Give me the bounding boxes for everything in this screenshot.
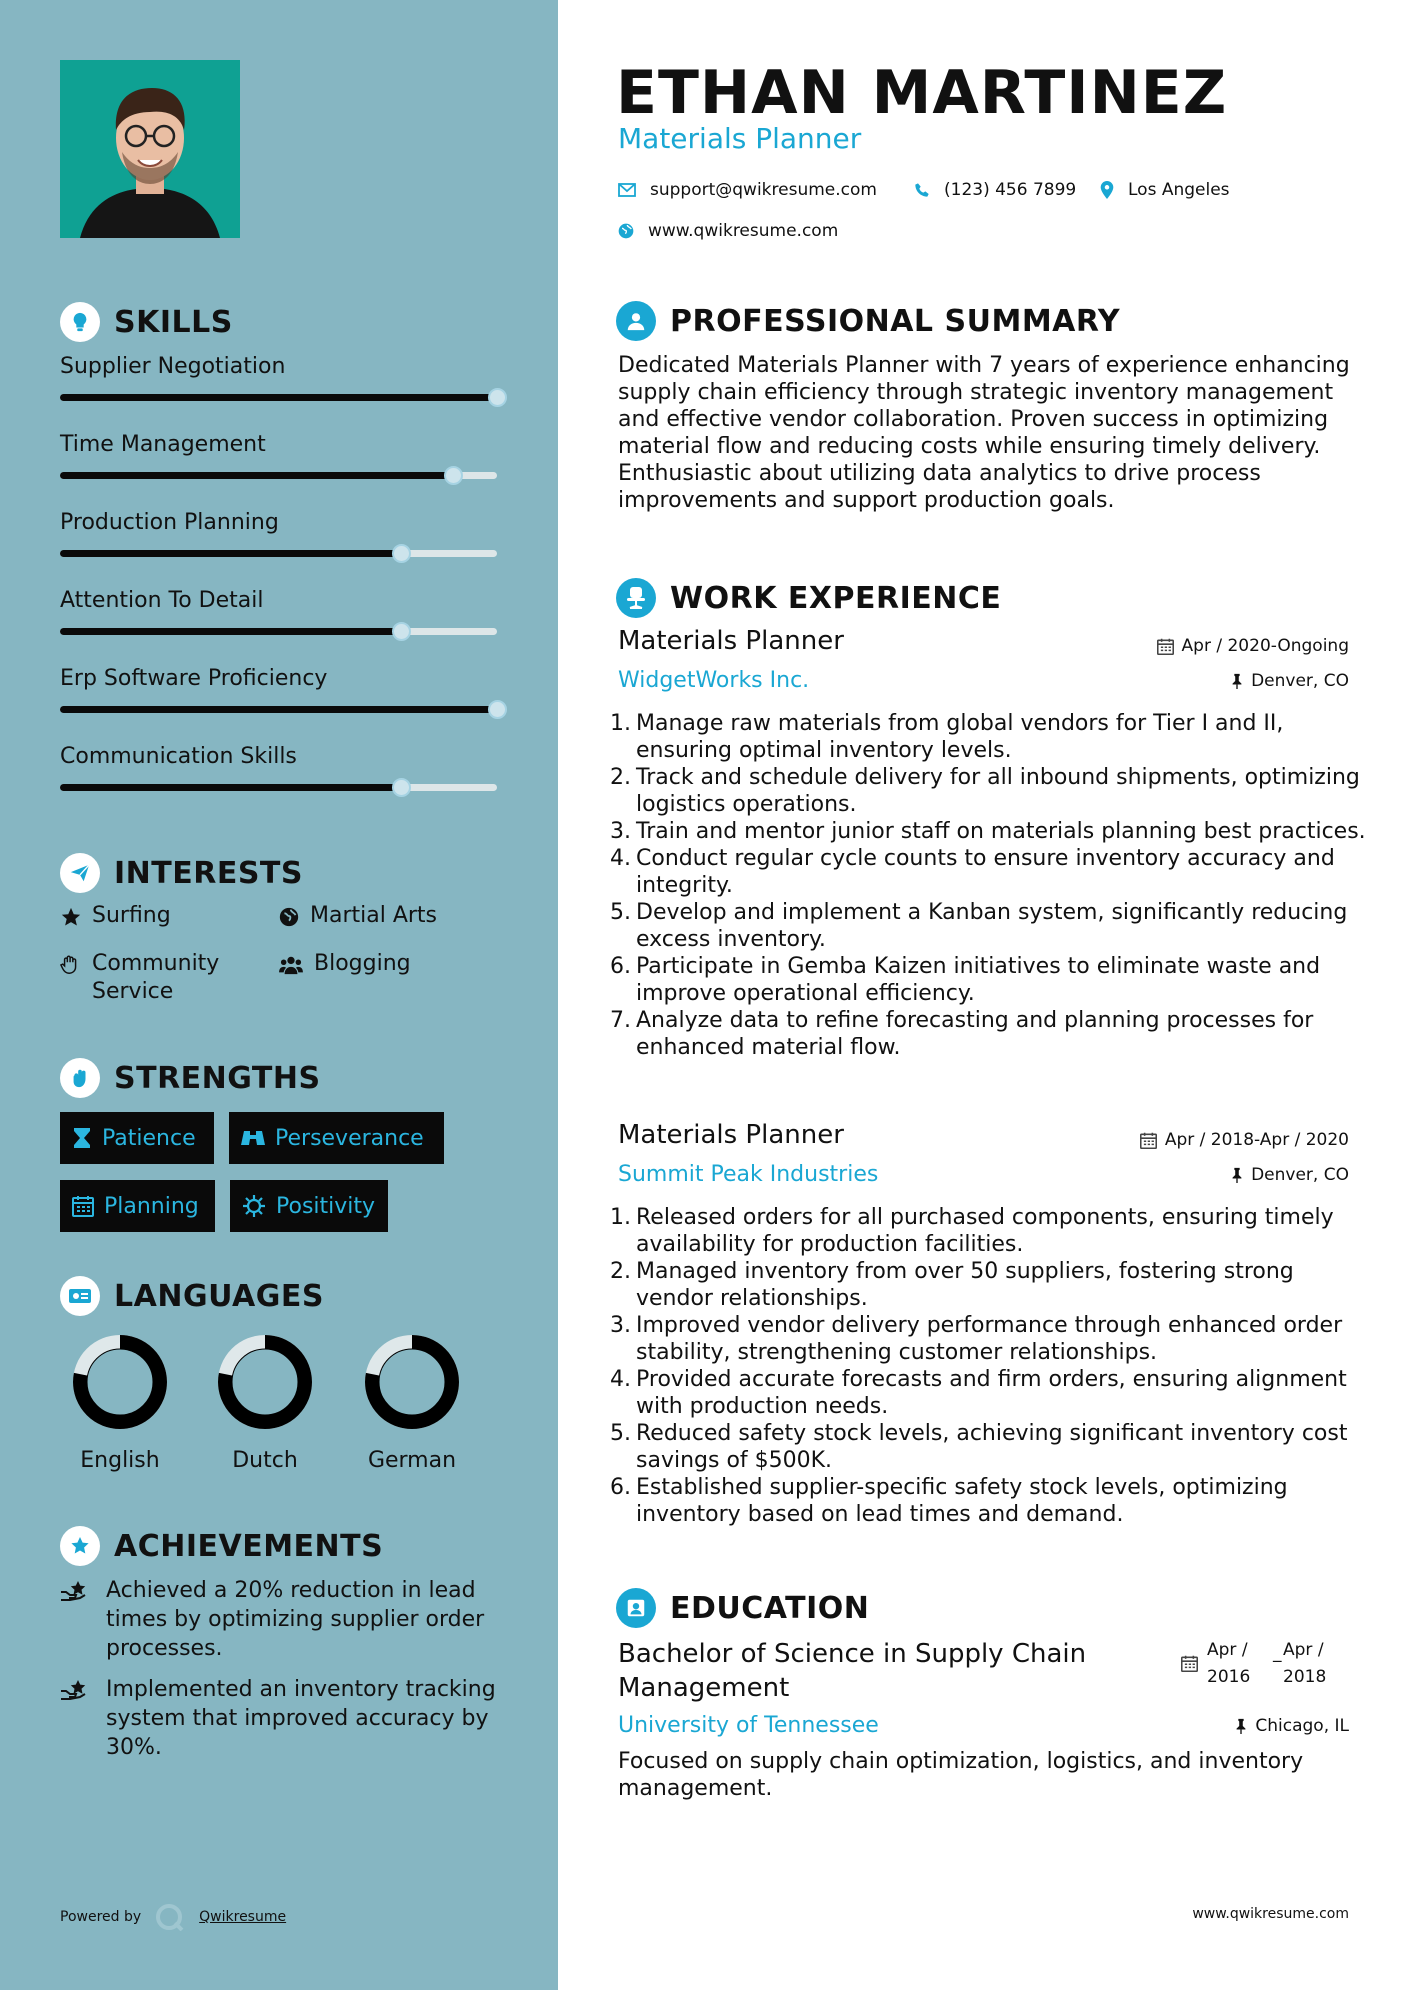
duty-item — [610, 818, 1366, 845]
duty-number: 1. — [610, 711, 631, 736]
graduate-icon — [616, 1588, 656, 1628]
binoculars-icon — [241, 1127, 265, 1149]
job-dates-text: Apr / 2020-Ongoing — [1181, 636, 1349, 656]
job-location — [1231, 671, 1349, 691]
duty-number: 4. — [610, 1367, 631, 1392]
main-content — [558, 0, 1407, 1990]
skill-label: Communication Skills — [60, 744, 297, 769]
duty-item — [610, 899, 1366, 953]
skill-row — [60, 664, 500, 694]
duty-text: Improved vendor delivery performance through enhanced order stability, strengthening customer relationships. — [636, 1313, 1343, 1365]
achievement-item — [60, 1576, 500, 1663]
language-item — [210, 1332, 320, 1473]
language-level-donut — [215, 1332, 315, 1432]
contact-location — [1100, 180, 1230, 200]
website-text: www.qwikresume.com — [648, 221, 839, 241]
duty-text: Released orders for all purchased components, ensuring timely availability for production facilities. — [636, 1205, 1334, 1257]
strength-label: Perseverance — [275, 1125, 424, 1151]
duty-item — [610, 1474, 1366, 1528]
education-location-text: Chicago, IL — [1255, 1716, 1349, 1736]
skill-row — [60, 352, 500, 382]
strength-badge-planning — [60, 1180, 215, 1232]
education-title: EDUCATION — [670, 1590, 870, 1626]
duty-text: Participate in Gemba Kaizen initiatives to eliminate waste and improve operational efficiency. — [636, 954, 1321, 1006]
star-icon — [60, 906, 82, 928]
phone-text: (123) 456 7899 — [944, 180, 1077, 200]
summary-title: PROFESSIONAL SUMMARY — [670, 303, 1121, 339]
contact-phone[interactable] — [914, 180, 1076, 200]
duty-number: 5. — [610, 900, 631, 925]
skill-label: Production Planning — [60, 510, 279, 535]
sidebar — [0, 0, 558, 1990]
interest-community-service — [60, 950, 250, 1006]
skill-bar — [60, 394, 497, 401]
duty-number: 6. — [610, 1475, 631, 1500]
skill-bar-fill — [60, 628, 401, 635]
phone-icon — [914, 182, 930, 198]
education-description: Focused on supply chain optimization, logistics, and inventory management. — [618, 1749, 1304, 1801]
skill-row — [60, 508, 500, 538]
globe-icon — [618, 223, 634, 239]
duty-number: 1. — [610, 1205, 631, 1230]
pushpin-icon — [1231, 673, 1243, 689]
duty-text: Develop and implement a Kanban system, significantly reducing excess inventory. — [636, 900, 1348, 952]
language-label: English — [80, 1448, 160, 1473]
achievement-item — [60, 1675, 500, 1762]
interests-section-header — [60, 853, 303, 893]
skill-bar-knob — [392, 544, 411, 563]
duty-text: Train and mentor junior staff on materials planning best practices. — [636, 819, 1366, 844]
duty-text: Reduced safety stock levels, achieving significant inventory cost savings of $500K. — [636, 1421, 1348, 1473]
education-location — [1235, 1716, 1349, 1736]
education-start-date: Apr / 2016 — [1207, 1640, 1251, 1687]
skill-label: Time Management — [60, 432, 266, 457]
calendar-icon — [72, 1195, 94, 1217]
pushpin-icon — [1231, 1167, 1243, 1183]
fist-icon — [60, 1058, 100, 1098]
job-title: Materials Planner — [618, 1120, 844, 1150]
skill-row — [60, 430, 500, 460]
pushpin-icon — [1235, 1718, 1247, 1734]
interest-label: Surfing — [92, 903, 171, 928]
education-section-header — [616, 1588, 869, 1628]
job-dates-text: Apr / 2018-Apr / 2020 — [1164, 1130, 1349, 1150]
duty-number: 4. — [610, 846, 631, 871]
duty-number: 2. — [610, 1259, 631, 1284]
duty-text: Managed inventory from over 50 suppliers, fostering strong vendor relationships. — [636, 1259, 1294, 1311]
duty-text: Provided accurate forecasts and firm orders, ensuring alignment with production needs. — [636, 1367, 1347, 1419]
strengths-title: STRENGTHS — [114, 1060, 321, 1096]
user-icon — [616, 301, 656, 341]
job-location-text: Denver, CO — [1251, 1165, 1349, 1185]
skill-bar-fill — [60, 784, 401, 791]
achievements-section-header — [60, 1526, 383, 1566]
job-title: Materials Planner — [618, 626, 844, 656]
achievements-title: ACHIEVEMENTS — [114, 1528, 384, 1564]
job-dates — [1157, 636, 1349, 656]
summary-text: Dedicated Materials Planner with 7 years of experience enhancing supply chain efficiency through strategic inventory management and effective vendor collaboration. Proven success in optimizing material flow and reducing costs while ensuring timely delivery. Enthusiastic about utilizing data analytics to drive process improvements and support production goals. — [618, 353, 1350, 513]
duty-text: Manage raw materials from global vendors for Tier I and II, ensuring optimal inventory levels. — [636, 711, 1284, 763]
strength-badge-perseverance — [229, 1112, 444, 1164]
duty-text: Analyze data to refine forecasting and planning processes for enhanced material flow. — [636, 1008, 1314, 1060]
education-date-separator: _ — [1273, 1643, 1282, 1663]
interest-blogging — [278, 950, 411, 978]
duty-item — [610, 710, 1366, 764]
duty-item — [610, 1258, 1366, 1312]
languages-section-header — [60, 1276, 324, 1316]
duty-number: 7. — [610, 1008, 631, 1033]
skill-bar-knob — [392, 778, 411, 797]
experience-title: WORK EXPERIENCE — [670, 580, 1002, 616]
duty-number: 2. — [610, 765, 631, 790]
skill-bar-fill — [60, 472, 453, 479]
star-badge-icon — [60, 1526, 100, 1566]
experience-section-header — [616, 578, 1001, 618]
skill-bar — [60, 472, 497, 479]
interest-label: Blogging — [314, 951, 411, 976]
skill-label: Attention To Detail — [60, 588, 264, 613]
skill-label: Erp Software Proficiency — [60, 666, 328, 691]
skill-bar-fill — [60, 394, 497, 401]
skills-section-header — [60, 302, 233, 342]
hand-icon — [60, 954, 82, 976]
duty-item — [610, 845, 1366, 899]
hand-star-icon — [60, 1578, 92, 1604]
qwikresume-logo-icon — [155, 1903, 185, 1931]
id-card-icon — [60, 1276, 100, 1316]
job-duties-list — [610, 1204, 1366, 1528]
calendar-icon — [1140, 1132, 1157, 1149]
skill-bar-knob — [392, 622, 411, 641]
qwikresume-link[interactable]: Qwikresume — [199, 1909, 287, 1925]
powered-by — [60, 1903, 286, 1931]
duty-item — [610, 764, 1366, 818]
job-location — [1231, 1165, 1349, 1185]
language-item — [357, 1332, 467, 1473]
skill-bar-knob — [444, 466, 463, 485]
skill-bar — [60, 550, 497, 557]
candidate-role: Materials Planner — [618, 122, 862, 155]
school-name: University of Tennessee — [618, 1713, 879, 1738]
language-level-donut — [70, 1332, 170, 1432]
job-company: WidgetWorks Inc. — [618, 668, 810, 693]
footer-url[interactable]: www.qwikresume.com — [1192, 1906, 1349, 1922]
interests-title: INTERESTS — [114, 855, 303, 891]
map-pin-icon — [1100, 181, 1114, 199]
skill-bar-knob — [488, 700, 507, 719]
achievement-text: Implemented an inventory tracking system that improved accuracy by 30%. — [106, 1677, 496, 1760]
duty-number: 6. — [610, 954, 631, 979]
skill-bar-fill — [60, 550, 401, 557]
duty-text: Track and schedule delivery for all inbound shipments, optimizing logistics operations. — [636, 765, 1360, 817]
profile-photo — [60, 60, 240, 238]
summary-section-header — [616, 301, 1120, 341]
location-text: Los Angeles — [1128, 180, 1230, 200]
powered-by-label: Powered by — [60, 1909, 142, 1925]
calendar-icon — [1157, 638, 1174, 655]
sun-icon — [242, 1194, 266, 1218]
strength-label: Planning — [104, 1193, 199, 1219]
interest-surfing — [60, 902, 171, 930]
skill-bar — [60, 706, 497, 713]
duty-item — [610, 1204, 1366, 1258]
strength-label: Patience — [102, 1125, 196, 1151]
duty-text: Established supplier-specific safety stock levels, optimizing inventory based on lead times and demand. — [636, 1475, 1288, 1527]
job-dates — [1140, 1130, 1349, 1150]
hand-star-icon — [60, 1677, 92, 1703]
paper-plane-icon — [60, 853, 100, 893]
skill-bar-knob — [488, 388, 507, 407]
degree-title: Bachelor of Science in Supply Chain Management — [618, 1639, 1087, 1703]
skills-title: SKILLS — [114, 304, 233, 340]
duty-item — [610, 1007, 1366, 1061]
language-level-donut — [362, 1332, 462, 1432]
job-duties-list — [610, 710, 1366, 1061]
contact-website[interactable] — [618, 221, 838, 241]
envelope-icon — [618, 183, 636, 197]
person-avatar-icon — [60, 60, 240, 238]
skill-bar — [60, 628, 497, 635]
job-location-text: Denver, CO — [1251, 671, 1349, 691]
strengths-section-header — [60, 1058, 321, 1098]
education-end-date: Apr / 2018 — [1283, 1640, 1327, 1687]
lightbulb-icon — [60, 302, 100, 342]
duty-item — [610, 1420, 1366, 1474]
skill-row — [60, 742, 500, 772]
interest-label: Martial Arts — [310, 903, 438, 928]
duty-number: 3. — [610, 819, 631, 844]
users-icon — [278, 954, 304, 976]
strength-badge-positivity — [230, 1180, 388, 1232]
skill-bar-fill — [60, 706, 497, 713]
languages-title: LANGUAGES — [114, 1278, 324, 1314]
duty-item — [610, 953, 1366, 1007]
office-chair-icon — [616, 578, 656, 618]
calendar-icon — [1181, 1655, 1198, 1672]
duty-text: Conduct regular cycle counts to ensure inventory accuracy and integrity. — [636, 846, 1335, 898]
skill-row — [60, 586, 500, 616]
language-label: German — [367, 1448, 457, 1473]
achievement-text: Achieved a 20% reduction in lead times by optimizing supplier order processes. — [106, 1578, 485, 1661]
interest-martial-arts — [278, 902, 437, 930]
duty-item — [610, 1312, 1366, 1366]
job-company: Summit Peak Industries — [618, 1162, 879, 1187]
language-item — [65, 1332, 175, 1473]
contact-email[interactable] — [618, 180, 877, 200]
email-text: support@qwikresume.com — [650, 180, 877, 200]
globe-icon — [278, 906, 300, 928]
interest-label: Community Service — [92, 951, 220, 1004]
duty-item — [610, 1366, 1366, 1420]
strength-label: Positivity — [276, 1193, 376, 1219]
duty-number: 5. — [610, 1421, 631, 1446]
skill-bar — [60, 784, 497, 791]
duty-number: 3. — [610, 1313, 631, 1338]
strength-badge-patience — [60, 1112, 214, 1164]
hourglass-icon — [72, 1127, 92, 1149]
candidate-name: ETHAN MARTINEZ — [616, 58, 1228, 128]
language-label: Dutch — [232, 1448, 298, 1473]
skill-label: Supplier Negotiation — [60, 354, 286, 379]
